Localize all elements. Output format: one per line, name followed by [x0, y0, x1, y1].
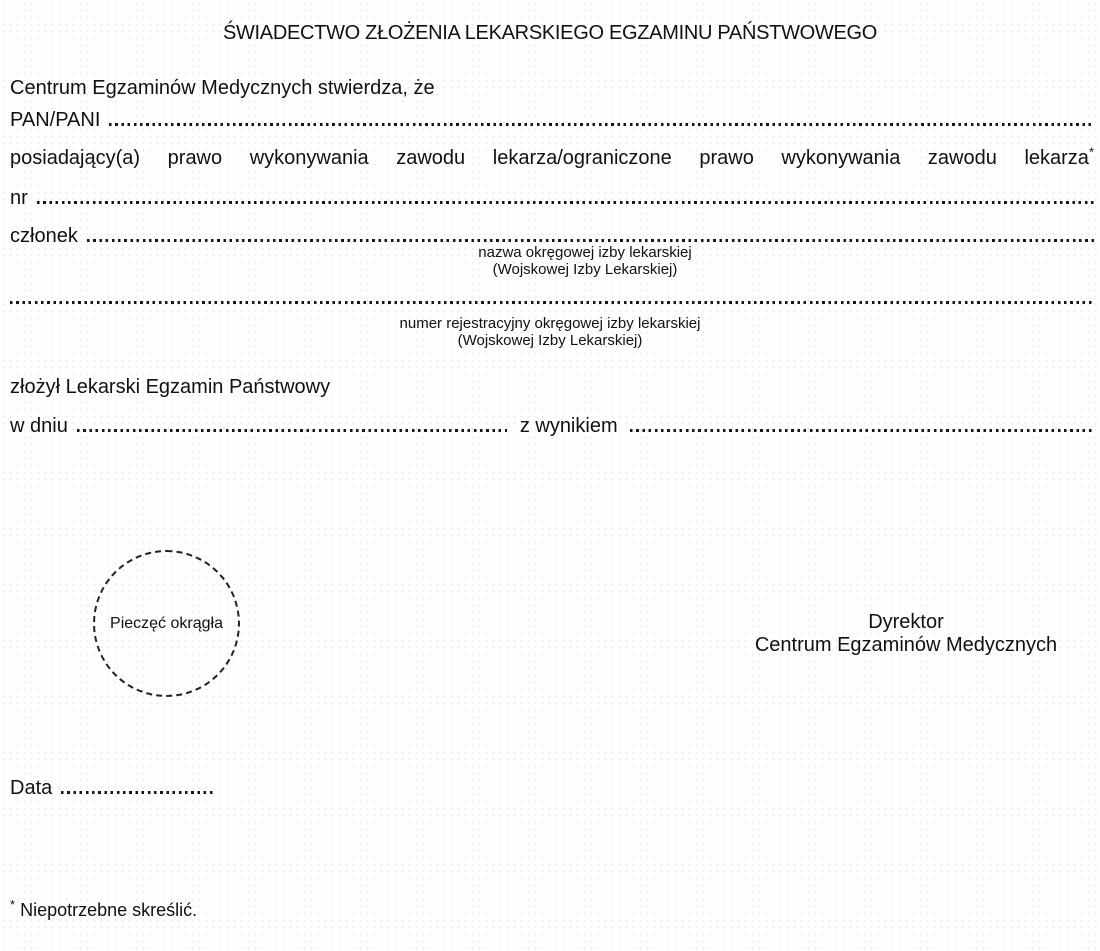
registration-number-caption-line2: (Wojskowej Izby Lekarskiej) — [457, 332, 643, 349]
exam-date-blank-line — [77, 429, 507, 432]
round-stamp-label: Pieczęć okrągła — [110, 614, 223, 632]
pan-pani-label: PAN/PANI — [10, 109, 101, 131]
license-number-line — [10, 186, 1094, 210]
footnote-text: Niepotrzebne skreślić. — [20, 900, 198, 920]
footnote-reference-asterisk: * — [1088, 144, 1094, 160]
license-type-line — [10, 146, 1094, 170]
license-number-blank-line — [37, 201, 1094, 204]
signature-title: Dyrektor — [868, 611, 944, 633]
signature-organization: Centrum Egzaminów Medycznych — [754, 634, 1058, 656]
date-blank-line — [61, 791, 213, 794]
chamber-name-caption-line1: nazwa okręgowej izby lekarskiej — [478, 244, 692, 261]
exam-date-result-line — [10, 414, 1094, 438]
member-blank-line — [87, 239, 1094, 242]
date-label: Data — [10, 777, 53, 799]
footnote — [10, 899, 197, 921]
chamber-name-caption-line2: (Wojskowej Izby Lekarskiej) — [492, 261, 678, 278]
license-number-label: nr — [10, 187, 28, 209]
intro-text: Centrum Egzaminów Medycznych stwierdza, że — [10, 77, 435, 99]
pan-pani-blank-line — [109, 123, 1094, 126]
member-label: członek — [10, 225, 78, 247]
exam-result-blank-line — [630, 429, 1094, 432]
license-type-text: posiadający(a) prawo wykonywania zawodu lekarza/ograniczone prawo wykonywania zawodu lekarza — [10, 147, 1089, 169]
registration-number-caption-line1: numer rejestracyjny okręgowej izby lekarskiej — [399, 315, 701, 332]
exam-passed-text: złożył Lekarski Egzamin Państwowy — [10, 376, 331, 398]
exam-date-label: w dniu — [10, 415, 68, 437]
footnote-marker: * — [10, 897, 16, 912]
registration-number-blank-line — [10, 301, 1094, 304]
exam-result-label: z wynikiem — [519, 415, 618, 437]
registration-number-caption — [0, 315, 1100, 349]
signature-block — [720, 611, 1092, 657]
round-stamp-placeholder — [93, 550, 240, 697]
chamber-name-caption — [35, 244, 1100, 278]
date-line — [10, 776, 1094, 800]
pan-pani-line — [10, 108, 1094, 132]
page-title: ŚWIADECTWO ZŁOŻENIA LEKARSKIEGO EGZAMINU PAŃSTWOWEGO — [222, 22, 878, 44]
